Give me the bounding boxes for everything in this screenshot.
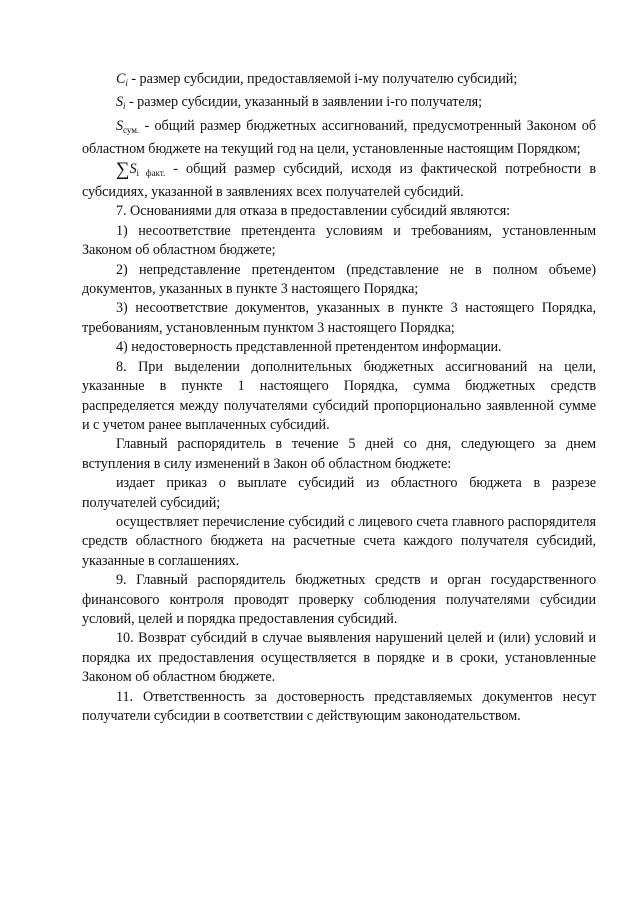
symbol-s: S (129, 160, 137, 177)
subscript-fact: i факт. (136, 167, 166, 178)
definition-sfact-text: - общий размер субсидий, исходя из фактической потребности в субсидиях, указанной в заявлениях всех получателей субсидий. (82, 160, 596, 201)
symbol-c: C (116, 71, 126, 87)
paragraph-9: 9. Главный распорядитель бюджетных средств и орган государственного финансового контроля проводят проверку соблюдения получателями субсидии условий, целей и порядка предоставления субсидий. (82, 572, 596, 627)
definition-ci-text: - размер субсидии, предоставляемой i-му получателю субсидий; (127, 71, 518, 87)
definition-ci (82, 70, 596, 93)
paragraph-8-b: издает приказ о выплате субсидий из областного бюджета в разрезе получателей субсидий; (82, 475, 596, 511)
symbol-s: S (116, 117, 124, 134)
symbol-s: S (116, 94, 124, 111)
subscript-sum: сум. (123, 124, 140, 135)
document-body (82, 70, 596, 726)
paragraph-10: 10. Возврат субсидий в случае выявления нарушений целей и (или) условий и порядка их предоставления осуществляется в порядке и в сроки, установленные Законом об областном бюджете. (82, 630, 596, 686)
paragraph-7: 7. Основаниями для отказа в предоставлении субсидий являются: (116, 203, 511, 220)
definition-si-text: - размер субсидии, указанный в заявлении i-го получателя; (125, 94, 483, 111)
definition-ssum-text: - общий размер бюджетных ассигнований, предусмотренный Законом об областном бюджете на текущий год на цели, установленные настоящим Порядком; (82, 117, 596, 158)
paragraph-8-c: осуществляет перечисление субсидий с лицевого счета главного распорядителя средств областного бюджета на расчетные счета каждого получателя субсидий, указанные в соглашениях. (82, 513, 596, 569)
paragraph-7-1: 1) несоответствие претендента условиям и требованиям, установленным Законом об областном бюджете; (82, 222, 596, 259)
paragraph-7-4: 4) недостоверность представленной претендентом информации. (116, 339, 502, 356)
definition-ssum (82, 117, 596, 160)
paragraph-7-2: 2) непредставление претендентом (представление не в полном объеме) документов, указанных в пункте 3 настоящего Порядка; (82, 261, 596, 298)
subscript-i: i (125, 78, 128, 88)
paragraph-7-3: 3) несоответствие документов, указанных в пункте 3 настоящего Порядка, требованиям, установленным пунктом 3 настоящего Порядка; (82, 300, 596, 336)
sigma-icon: ∑ (116, 158, 130, 180)
subscript-i: i (123, 101, 126, 112)
definition-si (82, 93, 596, 116)
paragraph-11: 11. Ответственность за достоверность представляемых документов несут получатели субсидии в соответствии с действующим законодательством. (82, 688, 596, 724)
definition-sfact (82, 160, 596, 203)
paragraph-8-a: Главный распорядитель в течение 5 дней со дня, следующего за днем вступления в силу изменений в Закон об областном бюджете: (82, 436, 596, 472)
paragraph-8: 8. При выделении дополнительных бюджетных ассигнований на цели, указанные в пункте 1 настоящего Порядка, сумма бюджетных средств распределяется между получателями субсидий пропорционально заявленной сумме и с учетом ранее выплаченных субсидий. (82, 358, 596, 433)
